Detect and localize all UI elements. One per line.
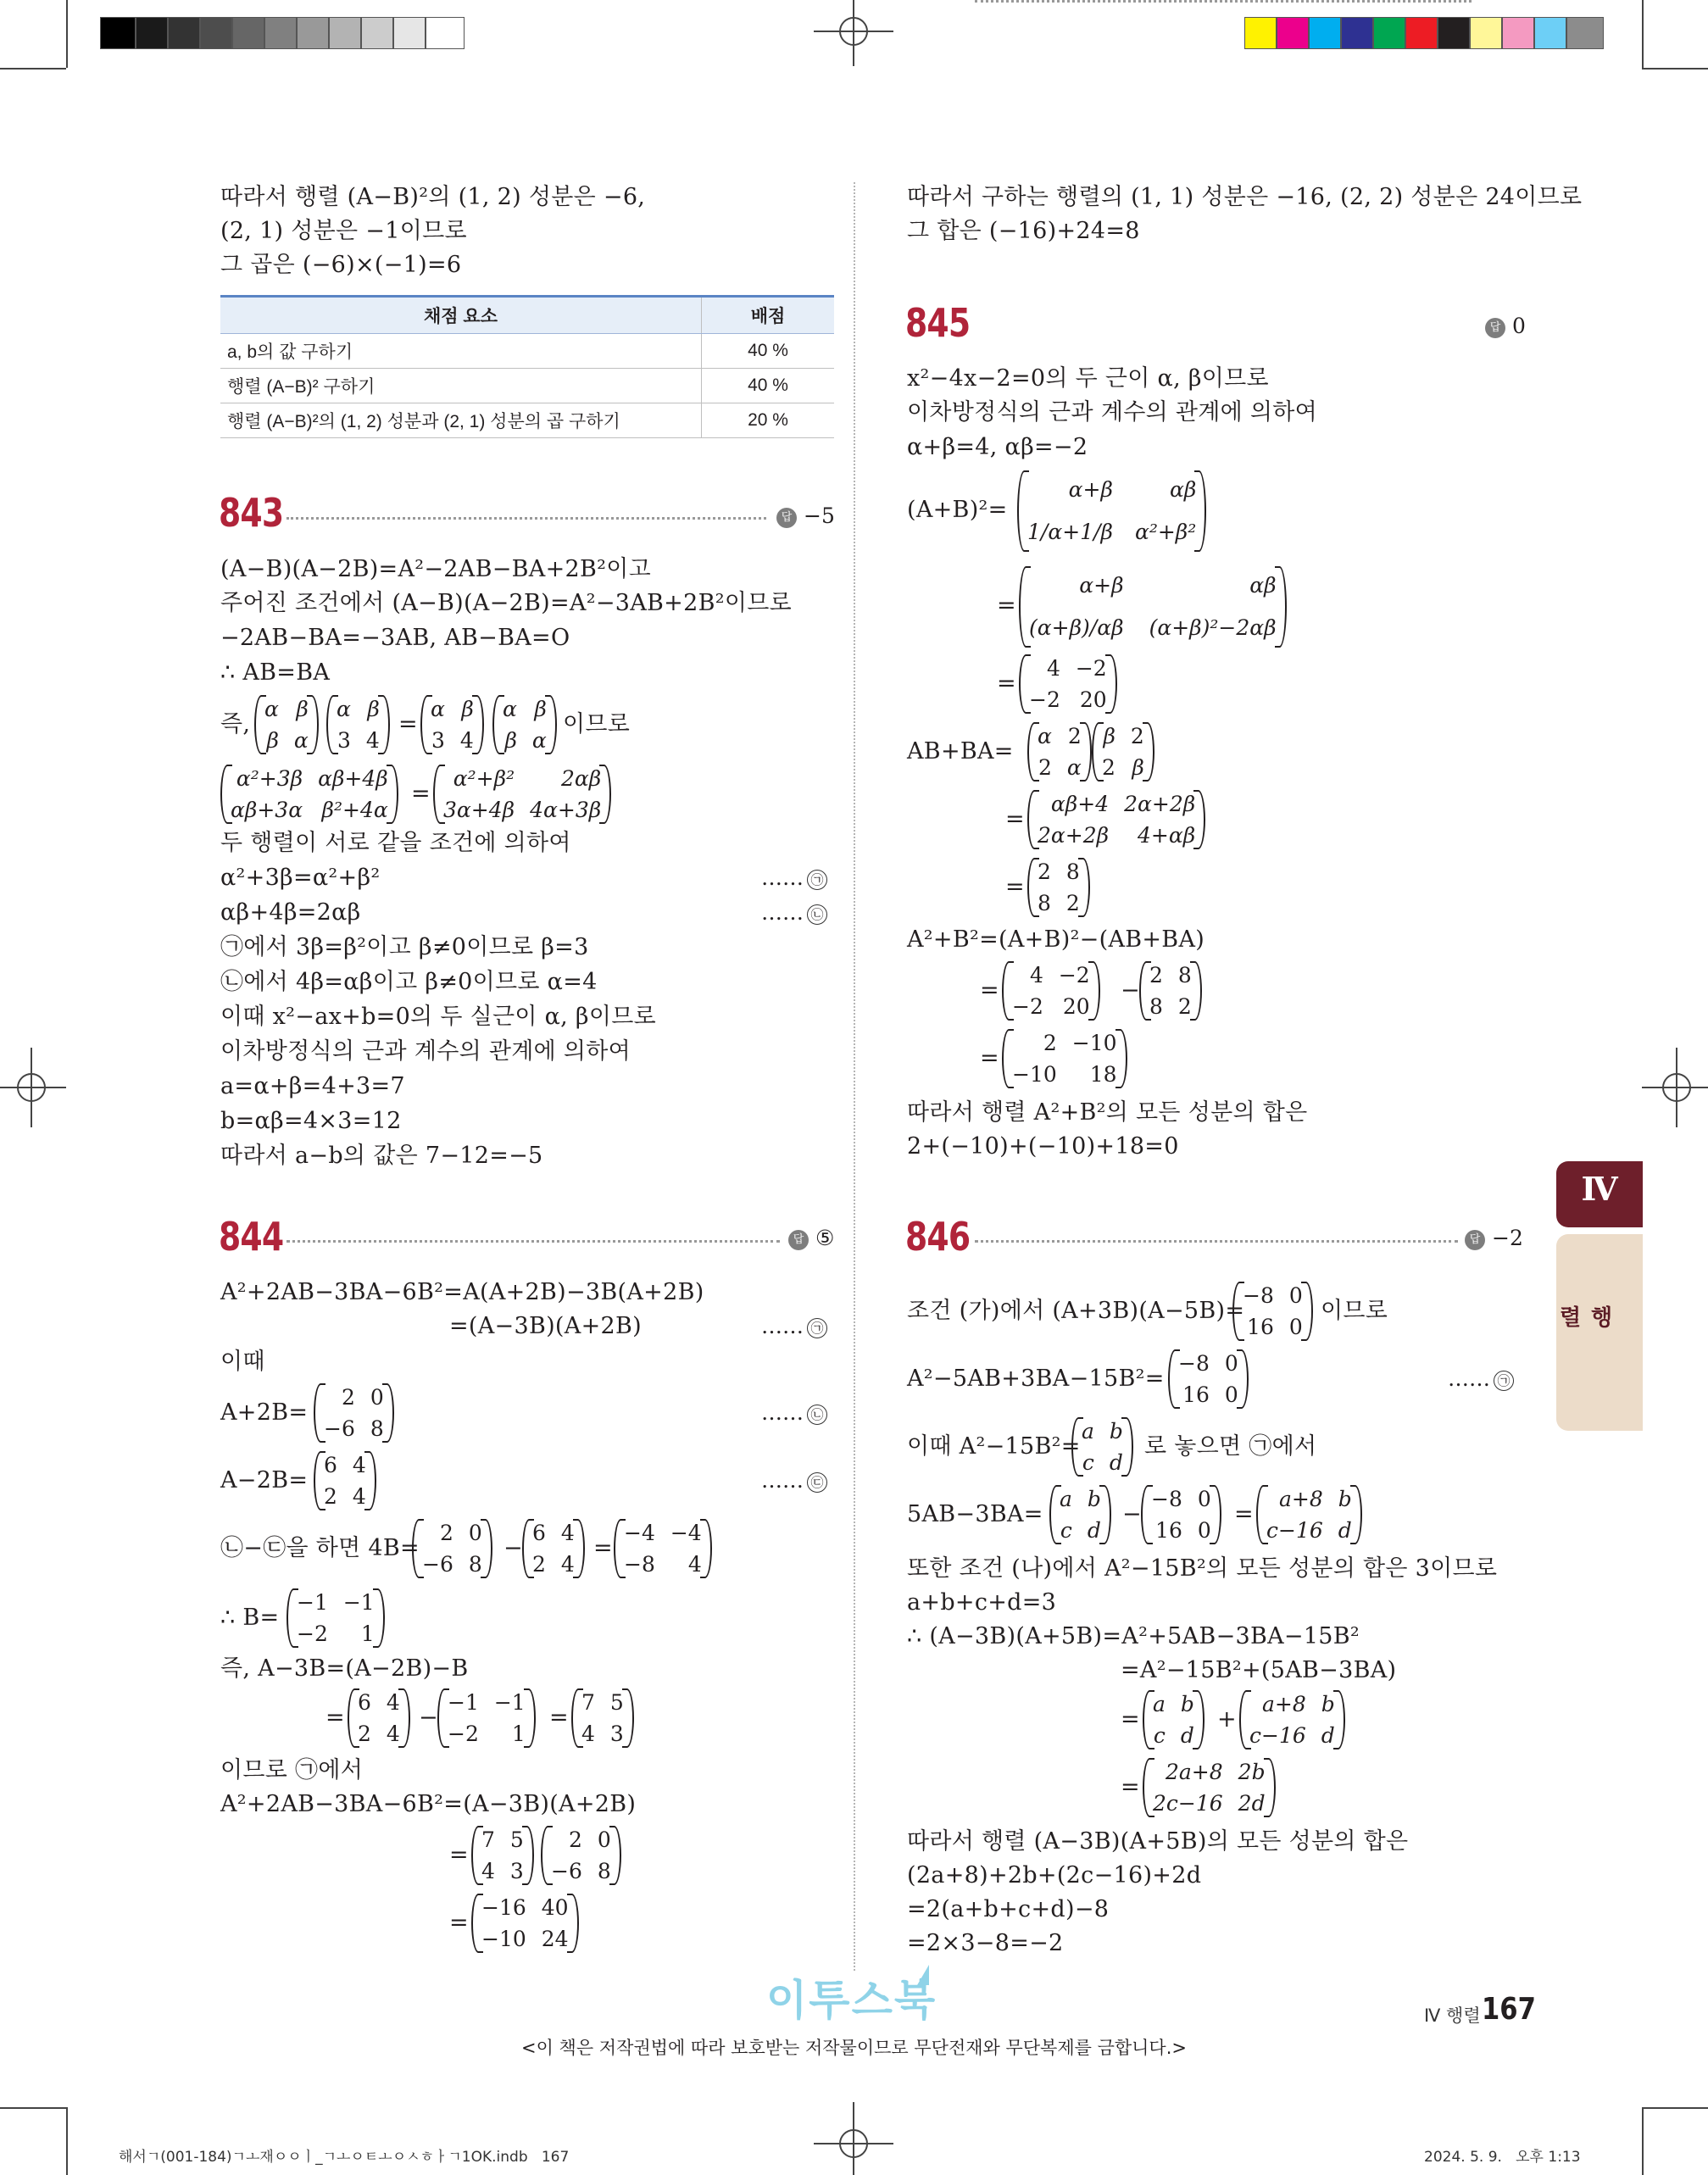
matrix: −8 0 16 0 — [1232, 1280, 1313, 1343]
equation-mark: …… ㉠ — [761, 1314, 827, 1338]
text-line: A²+2AB−3BA−6B²=A(A+2B)−3B(A+2B) — [220, 1279, 704, 1305]
text-line: =A²−15B²+(5AB−3BA) — [1121, 1657, 1397, 1683]
table-header: 배점 — [702, 297, 835, 334]
matrix: αβ+4 2α+2β 2α+2β 4+αβ — [1027, 788, 1205, 851]
matrix: α²+3β αβ+4β αβ+3α β²+4α — [220, 763, 398, 826]
table-cell: 20 % — [702, 403, 835, 438]
matrix: −1 −1 −2 1 — [287, 1587, 385, 1649]
text-line: x²−4x−2=0의 두 근이 α, β이므로 — [907, 365, 1269, 392]
matrix: α 2 2 α — [1027, 720, 1092, 783]
text-line: αβ+4β=2αβ — [220, 899, 361, 926]
matrix: α β β α — [492, 693, 557, 756]
leader-dots — [287, 517, 766, 520]
problem-number: 843 — [219, 490, 284, 536]
matrix: α β 3 4 — [420, 693, 484, 756]
text-line: 그 합은 (−16)+24=8 — [907, 218, 1140, 244]
equals-sign: = — [1005, 806, 1025, 832]
problem-number: 844 — [219, 1214, 284, 1260]
equals-sign: = — [1121, 1774, 1140, 1800]
answer — [1465, 1226, 1523, 1250]
matrix: 2 8 8 2 — [1027, 856, 1090, 919]
answer-value: 0 — [1512, 314, 1526, 338]
answer-value: −2 — [1492, 1226, 1523, 1250]
matrix: −8 0 16 0 — [1168, 1348, 1249, 1410]
matrix: 4 −2 −2 20 — [1002, 960, 1100, 1022]
answer — [1485, 314, 1526, 338]
matrix: 7 5 4 3 — [571, 1687, 634, 1749]
page-number: 167 — [1482, 1992, 1536, 2027]
equals-sign: = — [593, 1535, 613, 1561]
text-line: b=αβ=4×3=12 — [220, 1108, 402, 1134]
text-line: ㉡−㉢을 하면 4B= — [220, 1535, 420, 1561]
matrix: β 2 2 β — [1092, 720, 1154, 783]
text-line: AB+BA= — [907, 738, 1014, 765]
equation-mark: …… ㉠ — [761, 865, 827, 890]
matrix: −16 40 −10 24 — [471, 1892, 579, 1955]
table-row — [220, 403, 834, 438]
equals-sign: = — [549, 1705, 569, 1731]
text-line: 2+(−10)+(−10)+18=0 — [907, 1133, 1179, 1160]
matrix: 6 4 2 4 — [522, 1517, 585, 1580]
text-line: A²−5AB+3BA−15B²= — [907, 1366, 1165, 1392]
equals-sign: = — [449, 1910, 469, 1936]
equation-mark: …… ㉡ — [761, 1400, 827, 1425]
answer-badge-icon: 답 — [776, 508, 797, 528]
text-line: ㉡에서 4β=αβ이고 β≠0이므로 α=4 — [220, 969, 598, 995]
text-line: 주어진 조건에서 (A−B)(A−2B)=A²−3AB+2B²이므로 — [220, 590, 792, 616]
answer-badge-icon: 답 — [788, 1230, 809, 1250]
text-line: 이므로 ㉠에서 — [220, 1757, 364, 1783]
matrix: 2 0 −6 8 — [314, 1382, 394, 1444]
minus-sign: − — [1121, 977, 1140, 1004]
text-line: 또한 조건 (나)에서 A²−15B²의 모든 성분의 합은 3이므로 — [907, 1555, 1498, 1582]
matrix: a+8 b c−16 d — [1256, 1483, 1362, 1546]
text-line: a=α+β=4+3=7 — [220, 1073, 405, 1099]
text-line: 따라서 행렬 A²+B²의 모든 성분의 합은 — [907, 1099, 1308, 1126]
equals-sign: = — [980, 977, 999, 1004]
table-cell: 40 % — [702, 334, 835, 369]
text-line: 즉, — [220, 711, 251, 737]
text-line: 두 행렬이 서로 같을 조건에 의하여 — [220, 830, 571, 856]
text-line: 이때 — [220, 1349, 265, 1375]
matrix: α β β α — [254, 693, 319, 756]
matrix: 7 5 4 3 — [471, 1824, 534, 1887]
print-timestamp: 2024. 5. 9. 오후 1:13 — [1424, 2149, 1581, 2166]
text-line: (A+B)²= — [907, 497, 1008, 523]
answer-value: −5 — [804, 503, 835, 528]
matrix: α²+β² 2αβ 3α+4β 4α+3β — [433, 763, 611, 826]
table-cell: 행렬 (A−B)² 구하기 — [220, 369, 702, 403]
text-line: ㉠에서 3β=β²이고 β≠0이므로 β=3 — [220, 934, 589, 960]
table-cell: 40 % — [702, 369, 835, 403]
scoring-table — [220, 295, 834, 438]
matrix: −4 −4 −8 4 — [614, 1517, 712, 1580]
text-line: A²+B²=(A+B)²−(AB+BA) — [907, 926, 1205, 953]
text-line: α+β=4, αβ=−2 — [907, 434, 1088, 460]
equals-sign: = — [997, 592, 1016, 619]
text-line: ∴ AB=BA — [220, 659, 331, 686]
equation-mark: …… ㉢ — [761, 1468, 827, 1493]
text-line: 따라서 행렬 (A−B)²의 (1, 2) 성분은 −6, — [220, 184, 646, 210]
text-line: 이차방정식의 근과 계수의 관계에 의하여 — [220, 1038, 631, 1065]
watermark-book-icon — [917, 1965, 929, 1985]
equals-sign: = — [997, 670, 1016, 697]
text-line: 이차방정식의 근과 계수의 관계에 의하여 — [907, 399, 1318, 426]
text-line: 로 놓으면 ㉠에서 — [1144, 1433, 1317, 1460]
tab-roman-numeral: Ⅳ — [1581, 1170, 1618, 1208]
footer-chapter: Ⅳ 행렬 — [1424, 2005, 1481, 2026]
column-divider — [854, 182, 855, 1971]
matrix: 6 4 2 4 — [314, 1449, 376, 1512]
text-line: 이때 x²−ax+b=0의 두 실근이 α, β이므로 — [220, 1004, 656, 1030]
text-line: (2a+8)+2b+(2c−16)+2d — [907, 1862, 1202, 1889]
matrix: 2 0 −6 8 — [412, 1517, 492, 1580]
text-line: 이때 A²−15B²= — [907, 1433, 1081, 1460]
table-row — [220, 369, 834, 403]
table-header: 채점 요소 — [220, 297, 702, 334]
matrix: 2 −10 −10 18 — [1002, 1027, 1127, 1090]
plus-sign: + — [1217, 1706, 1237, 1733]
text-line: 조건 (가)에서 (A+3B)(A−5B)= — [907, 1298, 1245, 1324]
matrix: 4 −2 −2 20 — [1019, 653, 1117, 715]
matrix: −8 0 16 0 — [1141, 1483, 1221, 1546]
text-line: 따라서 a−b의 값은 7−12=−5 — [220, 1143, 543, 1169]
matrix: α+β αβ (α+β)/αβ (α+β)²−2αβ — [1019, 565, 1287, 649]
text-line: (A−B)(A−2B)=A²−2AB−BA+2B²이고 — [220, 556, 652, 582]
text-line: ∴ B= — [220, 1605, 280, 1631]
answer-value: ⑤ — [815, 1226, 835, 1250]
minus-sign: − — [419, 1705, 438, 1731]
leader-dots — [975, 0, 1472, 3]
answer-badge-icon: 답 — [1485, 318, 1505, 338]
matrix: a+8 b c−16 d — [1239, 1688, 1345, 1751]
equals-sign: = — [411, 781, 431, 807]
text-line: A−2B= — [220, 1467, 309, 1494]
equals-sign: = — [325, 1705, 345, 1731]
answer — [776, 503, 835, 528]
equation-mark: …… ㉠ — [1448, 1366, 1514, 1391]
tab-light — [1556, 1234, 1643, 1431]
matrix: a b c d — [1049, 1483, 1111, 1546]
text-line: (2, 1) 성분은 −1이므로 — [220, 218, 467, 244]
matrix: 2 0 −6 8 — [541, 1824, 621, 1887]
text-line: A²+2AB−3BA−6B²=(A−3B)(A+2B) — [220, 1791, 637, 1817]
watermark-logo: 이투스북 — [766, 1976, 937, 2025]
problem-number: 846 — [905, 1214, 971, 1260]
equals-sign: = — [980, 1045, 999, 1071]
text-line: =(A−3B)(A+2B) — [449, 1313, 642, 1339]
matrix: −1 −1 −2 1 — [437, 1687, 536, 1749]
table-cell: a, b의 값 구하기 — [220, 334, 702, 369]
equals-sign: = — [1005, 874, 1025, 900]
answer — [788, 1226, 834, 1250]
equals-sign: = — [1121, 1706, 1140, 1733]
matrix: 2 8 8 2 — [1139, 960, 1202, 1022]
equals-sign: = — [398, 711, 418, 737]
matrix: 2a+8 2b 2c−16 2d — [1143, 1756, 1276, 1819]
file-info: 해서ㄱ(001-184)ㄱㅗ재ㅇㅇㅣ_ㄱㅗㅇㅌㅗㅇㅅㅎㅏㄱ1OK.indb 167 — [119, 2149, 570, 2166]
equation-mark: …… ㉡ — [761, 900, 827, 925]
table-row — [220, 334, 834, 369]
matrix: α β 3 4 — [326, 693, 390, 756]
matrix: 6 4 2 4 — [348, 1687, 410, 1749]
equals-sign: = — [449, 1842, 469, 1868]
text-line: 이므로 — [563, 711, 631, 737]
text-line: ∴ (A−3B)(A+5B)=A²+5AB−3BA−15B² — [907, 1623, 1360, 1649]
text-line: a+b+c+d=3 — [907, 1589, 1057, 1616]
text-line: 따라서 구하는 행렬의 (1, 1) 성분은 −16, (2, 2) 성분은 24이므로 — [907, 184, 1583, 210]
minus-sign: − — [503, 1535, 523, 1561]
text-line: A+2B= — [220, 1399, 309, 1426]
equals-sign: = — [1234, 1501, 1254, 1527]
problem-number: 845 — [905, 300, 971, 346]
leader-dots — [287, 1240, 780, 1243]
text-line: 5AB−3BA= — [907, 1501, 1043, 1527]
text-line: 즉, A−3B=(A−2B)−B — [220, 1655, 469, 1682]
text-line: 이므로 — [1321, 1298, 1388, 1324]
text-line: 따라서 행렬 (A−3B)(A+5B)의 모든 성분의 합은 — [907, 1828, 1409, 1855]
text-line: =2×3−8=−2 — [907, 1930, 1064, 1956]
text-line: α²+3β=α²+β² — [220, 865, 381, 891]
leader-dots — [975, 1240, 1458, 1243]
matrix: a b c d — [1071, 1416, 1133, 1478]
tab-label: 행렬 — [1555, 1305, 1612, 1327]
minus-sign: − — [1122, 1501, 1142, 1527]
text-line: =2(a+b+c+d)−8 — [907, 1896, 1110, 1922]
matrix: a b c d — [1143, 1688, 1205, 1751]
text-line: 그 곱은 (−6)×(−1)=6 — [220, 252, 462, 278]
table-cell: 행렬 (A−B)²의 (1, 2) 성분과 (2, 1) 성분의 곱 구하기 — [220, 403, 702, 438]
answer-badge-icon: 답 — [1465, 1230, 1485, 1250]
matrix: α+β αβ 1/α+1/β α²+β² — [1017, 469, 1206, 553]
copyright-notice: <이 책은 저작권법에 따라 보호받는 저작물이므로 무단전재와 무단복제를 금합니다.> — [521, 2038, 1187, 2058]
text-line: −2AB−BA=−3AB, AB−BA=O — [220, 625, 570, 651]
